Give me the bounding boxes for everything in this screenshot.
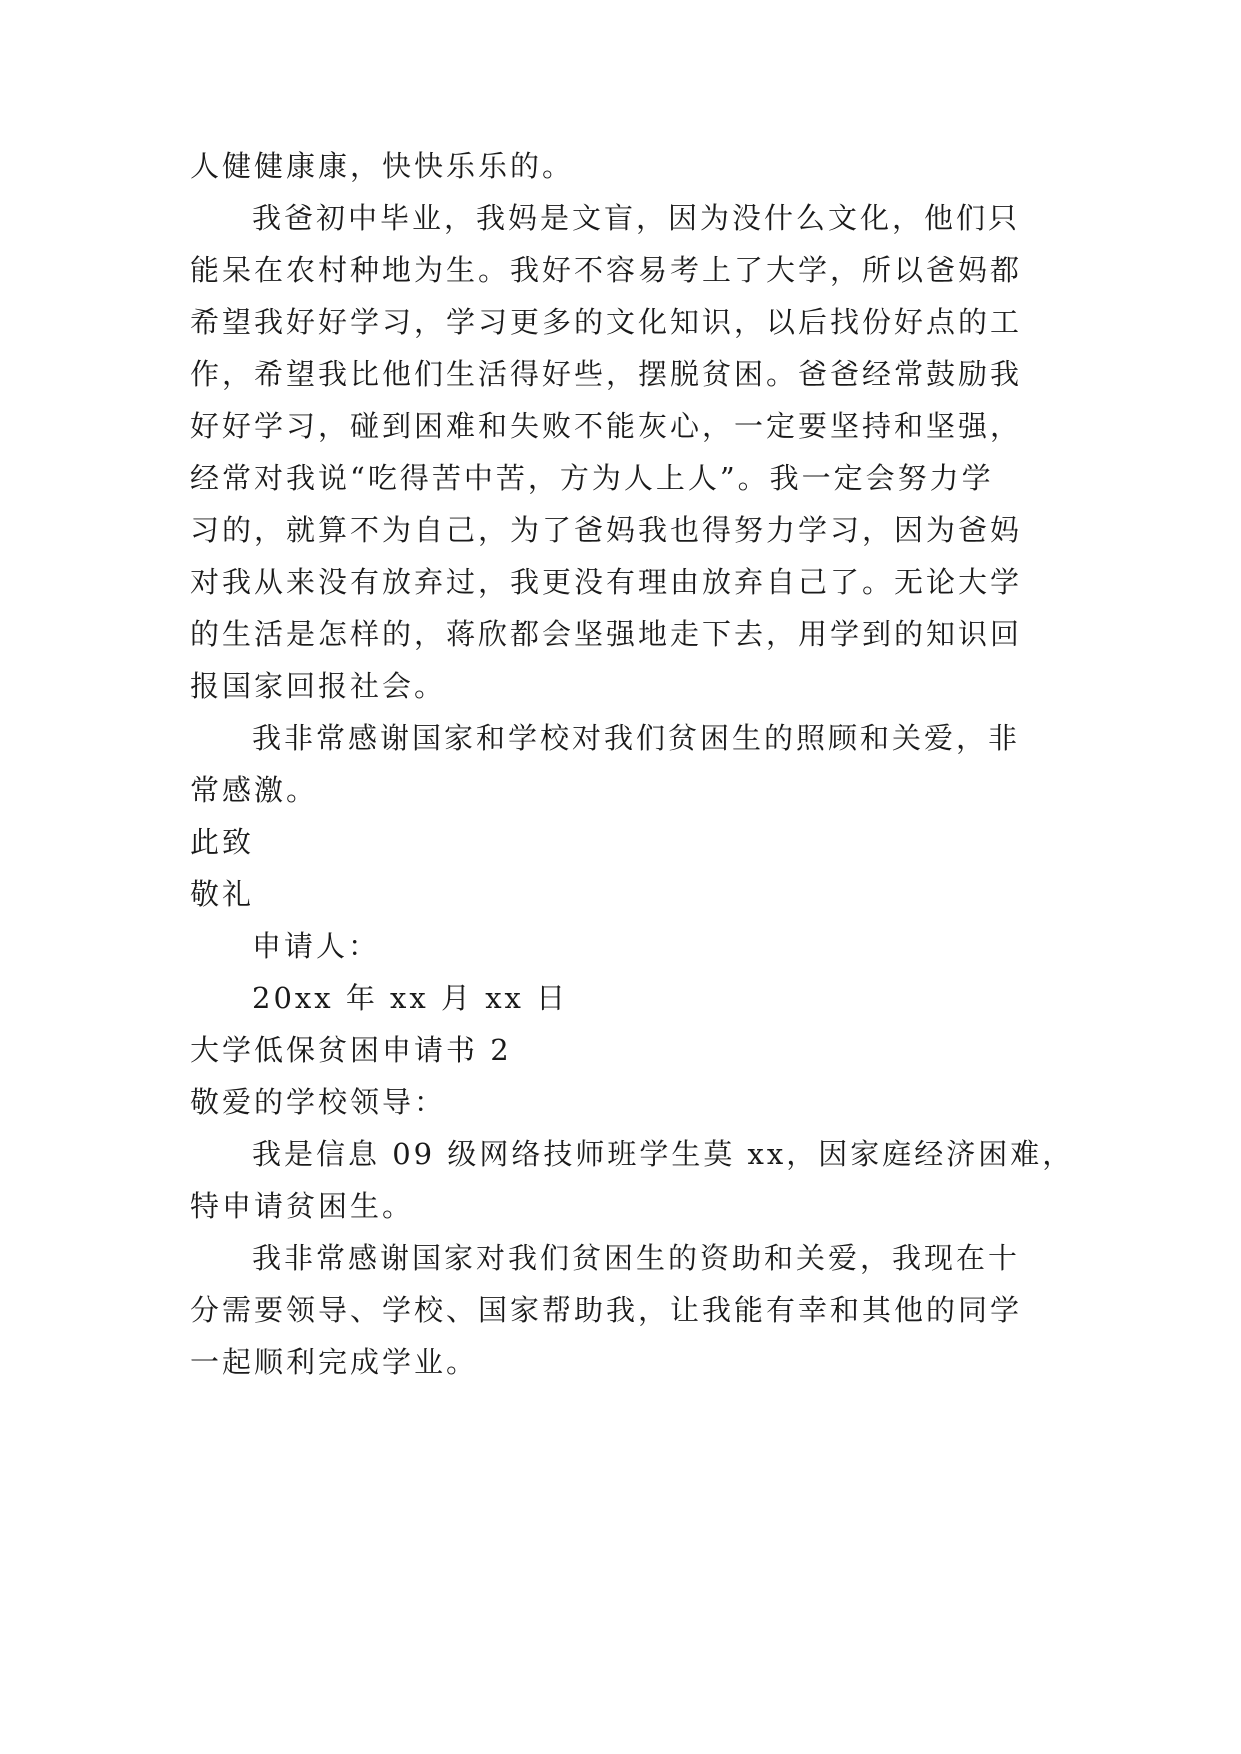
text-line: 能呆在农村种地为生。我好不容易考上了大学，所以爸妈都 <box>190 253 1023 287</box>
salutation-line: 敬礼 <box>190 877 255 911</box>
section-title: 大学低保贫困申请书 2 <box>190 1033 512 1067</box>
closing-line: 此致 <box>190 825 255 859</box>
text-line: 经常对我说“吃得苦中苦，方为人上人”。我一定会努力学 <box>190 461 994 495</box>
paragraph-first-line: 我非常感谢国家对我们贫困生的资助和关爱，我现在十 <box>252 1241 1021 1275</box>
text-line: 对我从来没有放弃过，我更没有理由放弃自己了。无论大学 <box>190 565 1023 599</box>
paragraph-first-line: 我是信息 09 级网络技师班学生莫 xx，因家庭经济困难， <box>252 1137 1075 1171</box>
text-line: 的生活是怎样的，蒋欣都会坚强地走下去，用学到的知识回 <box>190 617 1023 651</box>
text-line: 作，希望我比他们生活得好些，摆脱贫困。爸爸经常鼓励我 <box>190 357 1023 391</box>
greeting-line: 敬爱的学校领导： <box>190 1085 447 1119</box>
text-line: 人健健康康，快快乐乐的。 <box>190 149 575 183</box>
text-line: 特申请贫困生。 <box>190 1189 415 1223</box>
text-line: 分需要领导、学校、国家帮助我，让我能有幸和其他的同学 <box>190 1293 1023 1327</box>
paragraph-first-line: 我爸初中毕业，我妈是文盲，因为没什么文化，他们只 <box>252 201 1021 235</box>
paragraph-first-line: 我非常感谢国家和学校对我们贫困生的照顾和关爱，非 <box>252 721 1021 755</box>
date-line: 20xx 年 xx 月 xx 日 <box>252 981 569 1015</box>
text-line: 希望我好好学习，学习更多的文化知识，以后找份好点的工 <box>190 305 1023 339</box>
text-line: 常感激。 <box>190 773 319 807</box>
text-line: 一起顺利完成学业。 <box>190 1345 479 1379</box>
text-line: 习的，就算不为自己，为了爸妈我也得努力学习，因为爸妈 <box>190 513 1023 547</box>
text-line: 报国家回报社会。 <box>190 669 447 703</box>
text-line: 好好学习，碰到困难和失败不能灰心，一定要坚持和坚强， <box>190 409 1023 443</box>
applicant-label: 申请人： <box>252 929 381 963</box>
